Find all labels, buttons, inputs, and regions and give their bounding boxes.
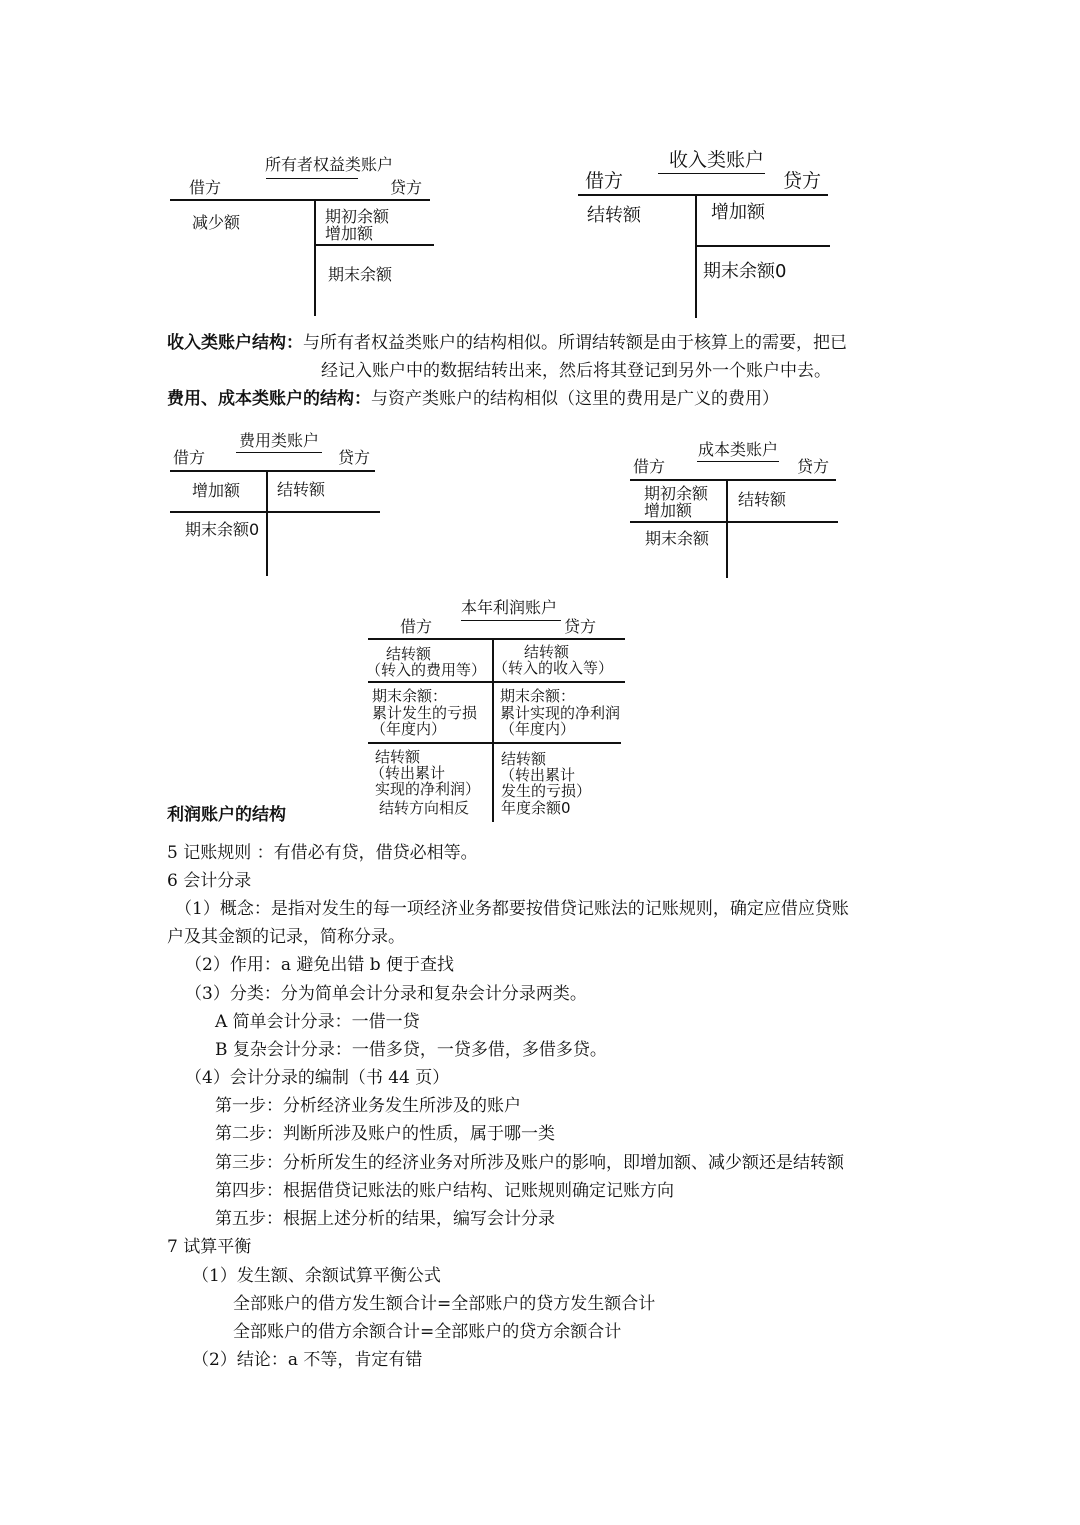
row1-right-2: （转入的收入等）: [493, 659, 614, 677]
left-bottom-cell: 期末余额0: [185, 520, 260, 539]
section-6-classification: （3）分类：分为简单会计分录和复杂会计分录两类。: [185, 984, 587, 1004]
t-account-mid-line: [170, 511, 380, 513]
expense-structure-text: 与资产类账户的结构相似（这里的费用是广义的费用）: [371, 389, 779, 409]
section-6-concept-1: （1）概念：是指对发生的每一项经济业务都要按借贷记账法的记账规则，确定应借应贷账: [175, 899, 849, 919]
row1-left-1: 结转额: [386, 645, 432, 663]
right-top-cell: 结转额: [738, 490, 787, 509]
row3-left-4: 结转方向相反: [379, 799, 470, 817]
left-top-cell: 增加额: [192, 481, 241, 500]
row3-right-2: （转出累计: [500, 766, 576, 784]
section-6-heading: 6 会计分录: [167, 871, 252, 891]
t-account-row-line-1: [368, 681, 625, 683]
section-6-complex-entry: B 复杂会计分录：一借多贷，一贷多借，多借多贷。: [215, 1040, 607, 1060]
account-title: 所有者权益类账户: [265, 155, 394, 174]
row1-right-1: 结转额: [524, 643, 570, 661]
profit-structure-label: 利润账户的结构: [167, 805, 286, 825]
t-account-top-line: [170, 470, 375, 472]
row3-right-1: 结转额: [501, 750, 547, 768]
title-underline: [236, 452, 322, 453]
row2-left-3: （年度内）: [371, 720, 447, 738]
row3-left-1: 结转额: [375, 748, 421, 766]
t-account-divider: [726, 479, 728, 578]
account-title: 成本类账户: [698, 440, 779, 459]
credit-label: 贷方: [564, 617, 597, 636]
row1-left-2: （转入的费用等）: [366, 661, 487, 679]
section-6-compile: （4）会计分录的编制（书 44 页）: [185, 1068, 450, 1088]
t-account-top-line: [170, 199, 430, 201]
right-bottom-cell: 期末余额0: [703, 261, 787, 282]
t-account-top-line: [578, 194, 828, 196]
right-top-cell-2: 增加额: [325, 224, 374, 243]
row3-left-3: 实现的净利润）: [375, 780, 481, 798]
expense-structure-line: [167, 389, 779, 409]
left-bottom-cell: 期末余额: [645, 529, 710, 548]
account-title: 收入类账户: [669, 149, 765, 171]
row2-left-2: 累计发生的亏损: [372, 704, 478, 722]
section-6-purpose: （2）作用：a 避免出错 b 便于查找: [185, 955, 455, 975]
title-underline: [461, 620, 561, 621]
t-account-mid-line: [695, 245, 830, 247]
debit-label: 借方: [173, 448, 206, 467]
debit-label: 借方: [633, 457, 666, 476]
row3-right-3: 发生的亏损）: [501, 782, 592, 800]
section-7-formula-1: 全部账户的借方发生额合计=全部账户的贷方发生额合计: [233, 1294, 656, 1314]
income-structure-line-1: [167, 333, 847, 353]
row2-right-3: （年度内）: [500, 720, 576, 738]
right-bottom-cell: 期末余额: [328, 265, 393, 284]
left-top-cell: 减少额: [192, 213, 241, 232]
right-top-cell-1: 期初余额: [325, 207, 390, 226]
debit-label: 借方: [189, 178, 222, 197]
section-7-formula-title: （1）发生额、余额试算平衡公式: [192, 1266, 441, 1286]
row2-right-1: 期末余额：: [500, 687, 576, 705]
row3-right-4: 年度余额0: [501, 799, 571, 817]
right-top-cell: 结转额: [277, 480, 326, 499]
section-6-step-3: 第三步：分析所发生的经济业务对所涉及账户的影响，即增加额、减少额还是结转额: [215, 1153, 844, 1173]
t-account-divider: [266, 470, 268, 576]
section-6-concept-2: 户及其金额的记录，简称分录。: [167, 927, 405, 947]
t-account-top-line: [630, 479, 836, 481]
title-underline: [658, 173, 765, 174]
income-structure-text-1: 与所有者权益类账户的结构相似。所谓结转额是由于核算上的需要，把已: [303, 333, 847, 353]
credit-label: 贷方: [338, 448, 371, 467]
right-top-cell: 增加额: [711, 202, 765, 223]
row2-left-1: 期末余额：: [372, 687, 448, 705]
expense-structure-label: 费用、成本类账户的结构：: [167, 389, 371, 409]
title-underline: [266, 178, 358, 179]
t-account-divider: [695, 194, 697, 318]
section-6-step-5: 第五步：根据上述分析的结果，编写会计分录: [215, 1209, 555, 1229]
t-account-row-line-2: [368, 742, 621, 744]
t-account-mid-line: [314, 244, 434, 246]
account-title: 费用类账户: [239, 431, 320, 450]
row2-right-2: 累计实现的净利润: [500, 704, 621, 722]
section-7-formula-2: 全部账户的借方余额合计=全部账户的贷方余额合计: [233, 1322, 622, 1342]
row3-left-2: （转出累计: [370, 764, 446, 782]
debit-label: 借方: [400, 617, 433, 636]
credit-label: 贷方: [797, 457, 830, 476]
income-structure-label: 收入类账户结构：: [167, 333, 303, 353]
t-account-top-line: [368, 638, 625, 640]
t-account-divider: [314, 199, 316, 316]
left-top-cell: 结转额: [587, 205, 641, 226]
section-6-step-1: 第一步：分析经济业务发生所涉及的账户: [215, 1096, 521, 1116]
debit-label: 借方: [585, 170, 624, 192]
left-top-cell-1: 期初余额: [644, 484, 709, 503]
title-underline: [697, 461, 779, 462]
credit-label: 贷方: [390, 178, 423, 197]
account-title: 本年利润账户: [461, 598, 558, 617]
section-7-conclusion: （2）结论：a 不等，肯定有错: [192, 1350, 423, 1370]
left-top-cell-2: 增加额: [644, 501, 693, 520]
t-account-mid-line: [630, 521, 838, 523]
income-structure-text-2: 经记入账户中的数据结转出来，然后将其登记到另外一个账户中去。: [321, 361, 831, 381]
section-6-step-2: 第二步：判断所涉及账户的性质，属于哪一类: [215, 1124, 555, 1144]
section-6-simple-entry: A 简单会计分录：一借一贷: [215, 1012, 420, 1032]
section-7-heading: 7 试算平衡: [167, 1237, 252, 1257]
section-5-bookkeeping-rule: 5 记账规则 ：有借必有贷，借贷必相等。: [167, 843, 478, 863]
credit-label: 贷方: [783, 170, 822, 192]
section-6-step-4: 第四步：根据借贷记账法的账户结构、记账规则确定记账方向: [215, 1181, 674, 1201]
